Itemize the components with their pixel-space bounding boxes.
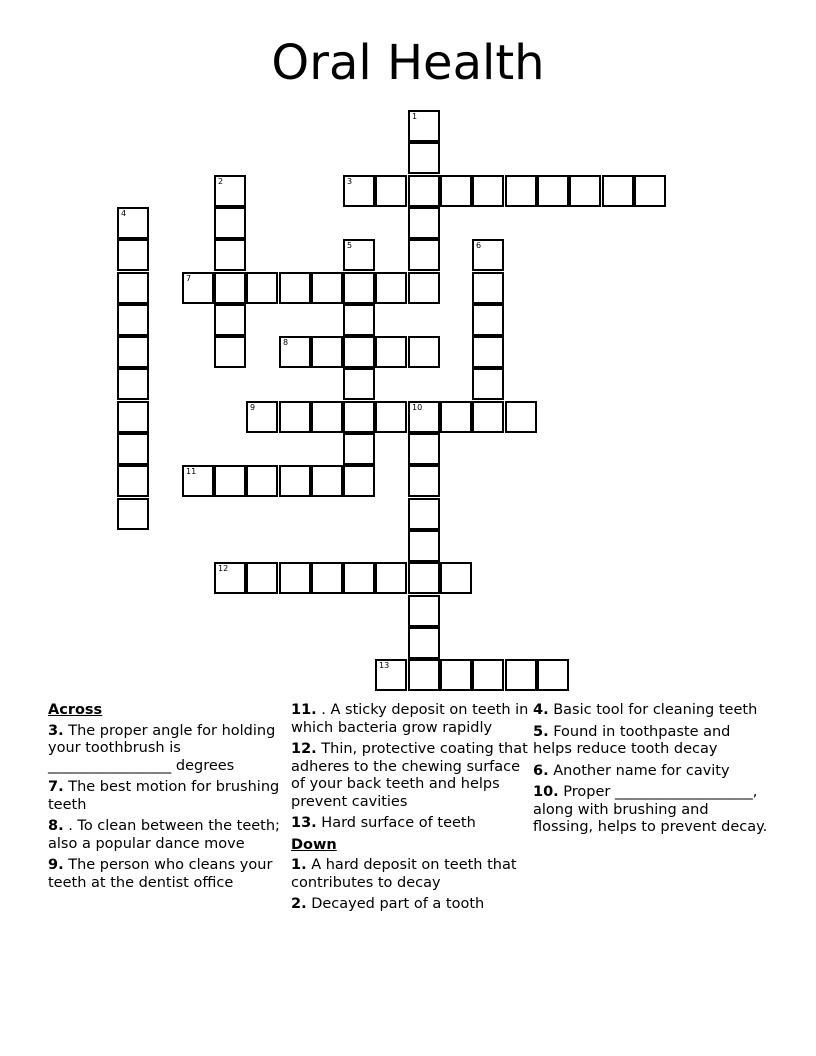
- clue-across-7: [48, 779, 280, 814]
- grid-cell[interactable]: [311, 465, 343, 497]
- grid-cell[interactable]: [117, 207, 149, 239]
- clue-number: 13.: [291, 815, 317, 831]
- grid-cell[interactable]: [311, 336, 343, 368]
- grid-cell[interactable]: [117, 336, 149, 368]
- grid-cell[interactable]: [440, 401, 472, 433]
- grid-cell[interactable]: [182, 272, 214, 304]
- grid-cell[interactable]: [343, 562, 375, 594]
- grid-cell[interactable]: [375, 562, 407, 594]
- grid-cell[interactable]: [375, 659, 407, 691]
- grid-cell[interactable]: [408, 110, 440, 142]
- grid-cell[interactable]: [472, 175, 504, 207]
- grid-cell[interactable]: [343, 368, 375, 400]
- clue-number: 2.: [291, 896, 307, 912]
- clue-text: . A sticky deposit on teeth in which bacteria grow rapidly: [291, 702, 529, 736]
- grid-cell[interactable]: [634, 175, 666, 207]
- cell-number: 3: [347, 177, 353, 186]
- grid-cell[interactable]: [440, 175, 472, 207]
- clue-number: 10.: [533, 784, 559, 800]
- grid-cell[interactable]: [279, 465, 311, 497]
- clue-text: A hard deposit on teeth that contributes to decay: [291, 857, 517, 891]
- grid-cell[interactable]: [472, 272, 504, 304]
- grid-cell[interactable]: [602, 175, 634, 207]
- grid-cell[interactable]: [182, 465, 214, 497]
- clue-across-13: [291, 815, 531, 833]
- grid-cell[interactable]: [214, 336, 246, 368]
- cell-number: 4: [121, 209, 127, 218]
- grid-cell[interactable]: [214, 562, 246, 594]
- grid-cell[interactable]: [472, 368, 504, 400]
- grid-cell[interactable]: [408, 239, 440, 271]
- grid-cell[interactable]: [375, 272, 407, 304]
- grid-cell[interactable]: [343, 272, 375, 304]
- grid-cell[interactable]: [408, 627, 440, 659]
- cell-number: 9: [250, 403, 256, 412]
- grid-cell[interactable]: [311, 272, 343, 304]
- grid-cell[interactable]: [117, 498, 149, 530]
- cell-number: 8: [283, 338, 289, 347]
- grid-cell[interactable]: [343, 465, 375, 497]
- cell-number: 12: [218, 564, 229, 573]
- clue-number: 5.: [533, 723, 549, 740]
- cell-number: 5: [347, 241, 353, 250]
- grid-cell[interactable]: [246, 401, 278, 433]
- clue-number: 8.: [48, 818, 64, 834]
- grid-cell[interactable]: [279, 272, 311, 304]
- grid-cell[interactable]: [408, 595, 440, 627]
- grid-cell[interactable]: [117, 465, 149, 497]
- grid-cell[interactable]: [214, 272, 246, 304]
- grid-cell[interactable]: [408, 336, 440, 368]
- clue-text: Proper ___________________, along with brushing and flossing, helps to prevent decay.: [533, 784, 768, 835]
- grid-cell[interactable]: [375, 336, 407, 368]
- grid-cell[interactable]: [375, 401, 407, 433]
- grid-cell[interactable]: [472, 401, 504, 433]
- grid-cell[interactable]: [537, 659, 569, 691]
- grid-cell[interactable]: [472, 336, 504, 368]
- clue-down-4: [533, 702, 773, 720]
- clue-text: Another name for cavity: [548, 762, 730, 779]
- grid-cell[interactable]: [343, 304, 375, 336]
- clue-text: Decayed part of a tooth: [306, 896, 485, 912]
- down-heading: Down: [291, 836, 337, 853]
- grid-cell[interactable]: [408, 142, 440, 174]
- grid-cell[interactable]: [472, 239, 504, 271]
- grid-cell[interactable]: [408, 272, 440, 304]
- grid-cell[interactable]: [246, 465, 278, 497]
- grid-cell[interactable]: [472, 304, 504, 336]
- puzzle-title: Oral Health: [271, 35, 545, 91]
- clue-down-2: [291, 896, 531, 914]
- grid-cell[interactable]: [214, 239, 246, 271]
- grid-cell[interactable]: [214, 175, 246, 207]
- grid-cell[interactable]: [214, 465, 246, 497]
- grid-cell[interactable]: [505, 175, 537, 207]
- grid-cell[interactable]: [311, 401, 343, 433]
- clue-across-3: [48, 723, 280, 776]
- grid-cell[interactable]: [440, 562, 472, 594]
- clue-text: Found in toothpaste and helps reduce tooth decay: [533, 723, 731, 757]
- grid-cell[interactable]: [117, 304, 149, 336]
- grid-cell[interactable]: [117, 239, 149, 271]
- clue-text: The best motion for brushing teeth: [48, 779, 280, 813]
- grid-cell[interactable]: [569, 175, 601, 207]
- grid-cell[interactable]: [408, 465, 440, 497]
- clues-column-1: [48, 702, 280, 896]
- clue-across-8: [48, 818, 280, 853]
- cell-number: 6: [476, 241, 482, 250]
- grid-cell[interactable]: [408, 401, 440, 433]
- grid-cell[interactable]: [537, 175, 569, 207]
- clue-text: Basic tool for cleaning teeth: [548, 702, 758, 718]
- clue-number: 4.: [533, 702, 549, 718]
- clue-text: The proper angle for holding your toothbrush is _________________ degrees: [48, 722, 276, 774]
- clue-text: Hard surface of teeth: [316, 815, 476, 831]
- clue-number: 1.: [291, 857, 307, 873]
- grid-cell[interactable]: [408, 659, 440, 691]
- grid-cell[interactable]: [343, 433, 375, 465]
- grid-cell[interactable]: [246, 272, 278, 304]
- grid-cell[interactable]: [279, 336, 311, 368]
- clue-text: The person who cleans your teeth at the dentist office: [48, 857, 273, 891]
- clue-number: 9.: [48, 857, 64, 873]
- grid-cell[interactable]: [117, 368, 149, 400]
- grid-cell[interactable]: [117, 401, 149, 433]
- grid-cell[interactable]: [343, 401, 375, 433]
- grid-cell[interactable]: [408, 498, 440, 530]
- grid-cell[interactable]: [408, 562, 440, 594]
- clues-column-2: [291, 702, 531, 918]
- clue-down-5: [533, 724, 773, 759]
- clue-number: 12.: [291, 741, 317, 757]
- grid-cell[interactable]: [246, 562, 278, 594]
- grid-cell[interactable]: [279, 401, 311, 433]
- cell-number: 10: [412, 403, 423, 412]
- grid-cell[interactable]: [279, 562, 311, 594]
- grid-cell[interactable]: [214, 304, 246, 336]
- grid-cell[interactable]: [408, 175, 440, 207]
- grid-cell[interactable]: [408, 530, 440, 562]
- grid-cell[interactable]: [343, 175, 375, 207]
- grid-cell[interactable]: [505, 659, 537, 691]
- grid-cell[interactable]: [375, 175, 407, 207]
- grid-cell[interactable]: [343, 336, 375, 368]
- clue-across-12: [291, 741, 531, 811]
- clues-column-3: [533, 702, 773, 841]
- cell-number: 11: [186, 467, 197, 476]
- grid-cell[interactable]: [408, 207, 440, 239]
- cell-number: 2: [218, 177, 224, 186]
- clue-number: 7.: [48, 779, 64, 795]
- cell-number: 13: [379, 661, 390, 670]
- clue-down-10: [533, 784, 773, 837]
- grid-cell[interactable]: [505, 401, 537, 433]
- clue-across-11: [291, 702, 531, 737]
- clue-down-1: [291, 857, 531, 892]
- clue-number: 11.: [291, 702, 317, 718]
- grid-cell[interactable]: [440, 659, 472, 691]
- clue-text: Thin, protective coating that adheres to the chewing surface of your back teeth and helps prevent cavities: [291, 741, 528, 810]
- clue-across-9: [48, 857, 280, 892]
- grid-cell[interactable]: [408, 433, 440, 465]
- grid-cell[interactable]: [311, 562, 343, 594]
- grid-cell[interactable]: [472, 659, 504, 691]
- clue-number: 6.: [533, 762, 549, 779]
- clue-number: 3.: [48, 722, 64, 739]
- cell-number: 1: [412, 112, 418, 121]
- clue-text: . To clean between the teeth; also a popular dance move: [48, 818, 280, 852]
- grid-cell[interactable]: [117, 272, 149, 304]
- grid-cell[interactable]: [214, 207, 246, 239]
- across-heading: Across: [48, 702, 103, 718]
- cell-number: 7: [186, 274, 192, 283]
- clue-down-6: [533, 763, 773, 781]
- grid-cell[interactable]: [343, 239, 375, 271]
- grid-cell[interactable]: [117, 433, 149, 465]
